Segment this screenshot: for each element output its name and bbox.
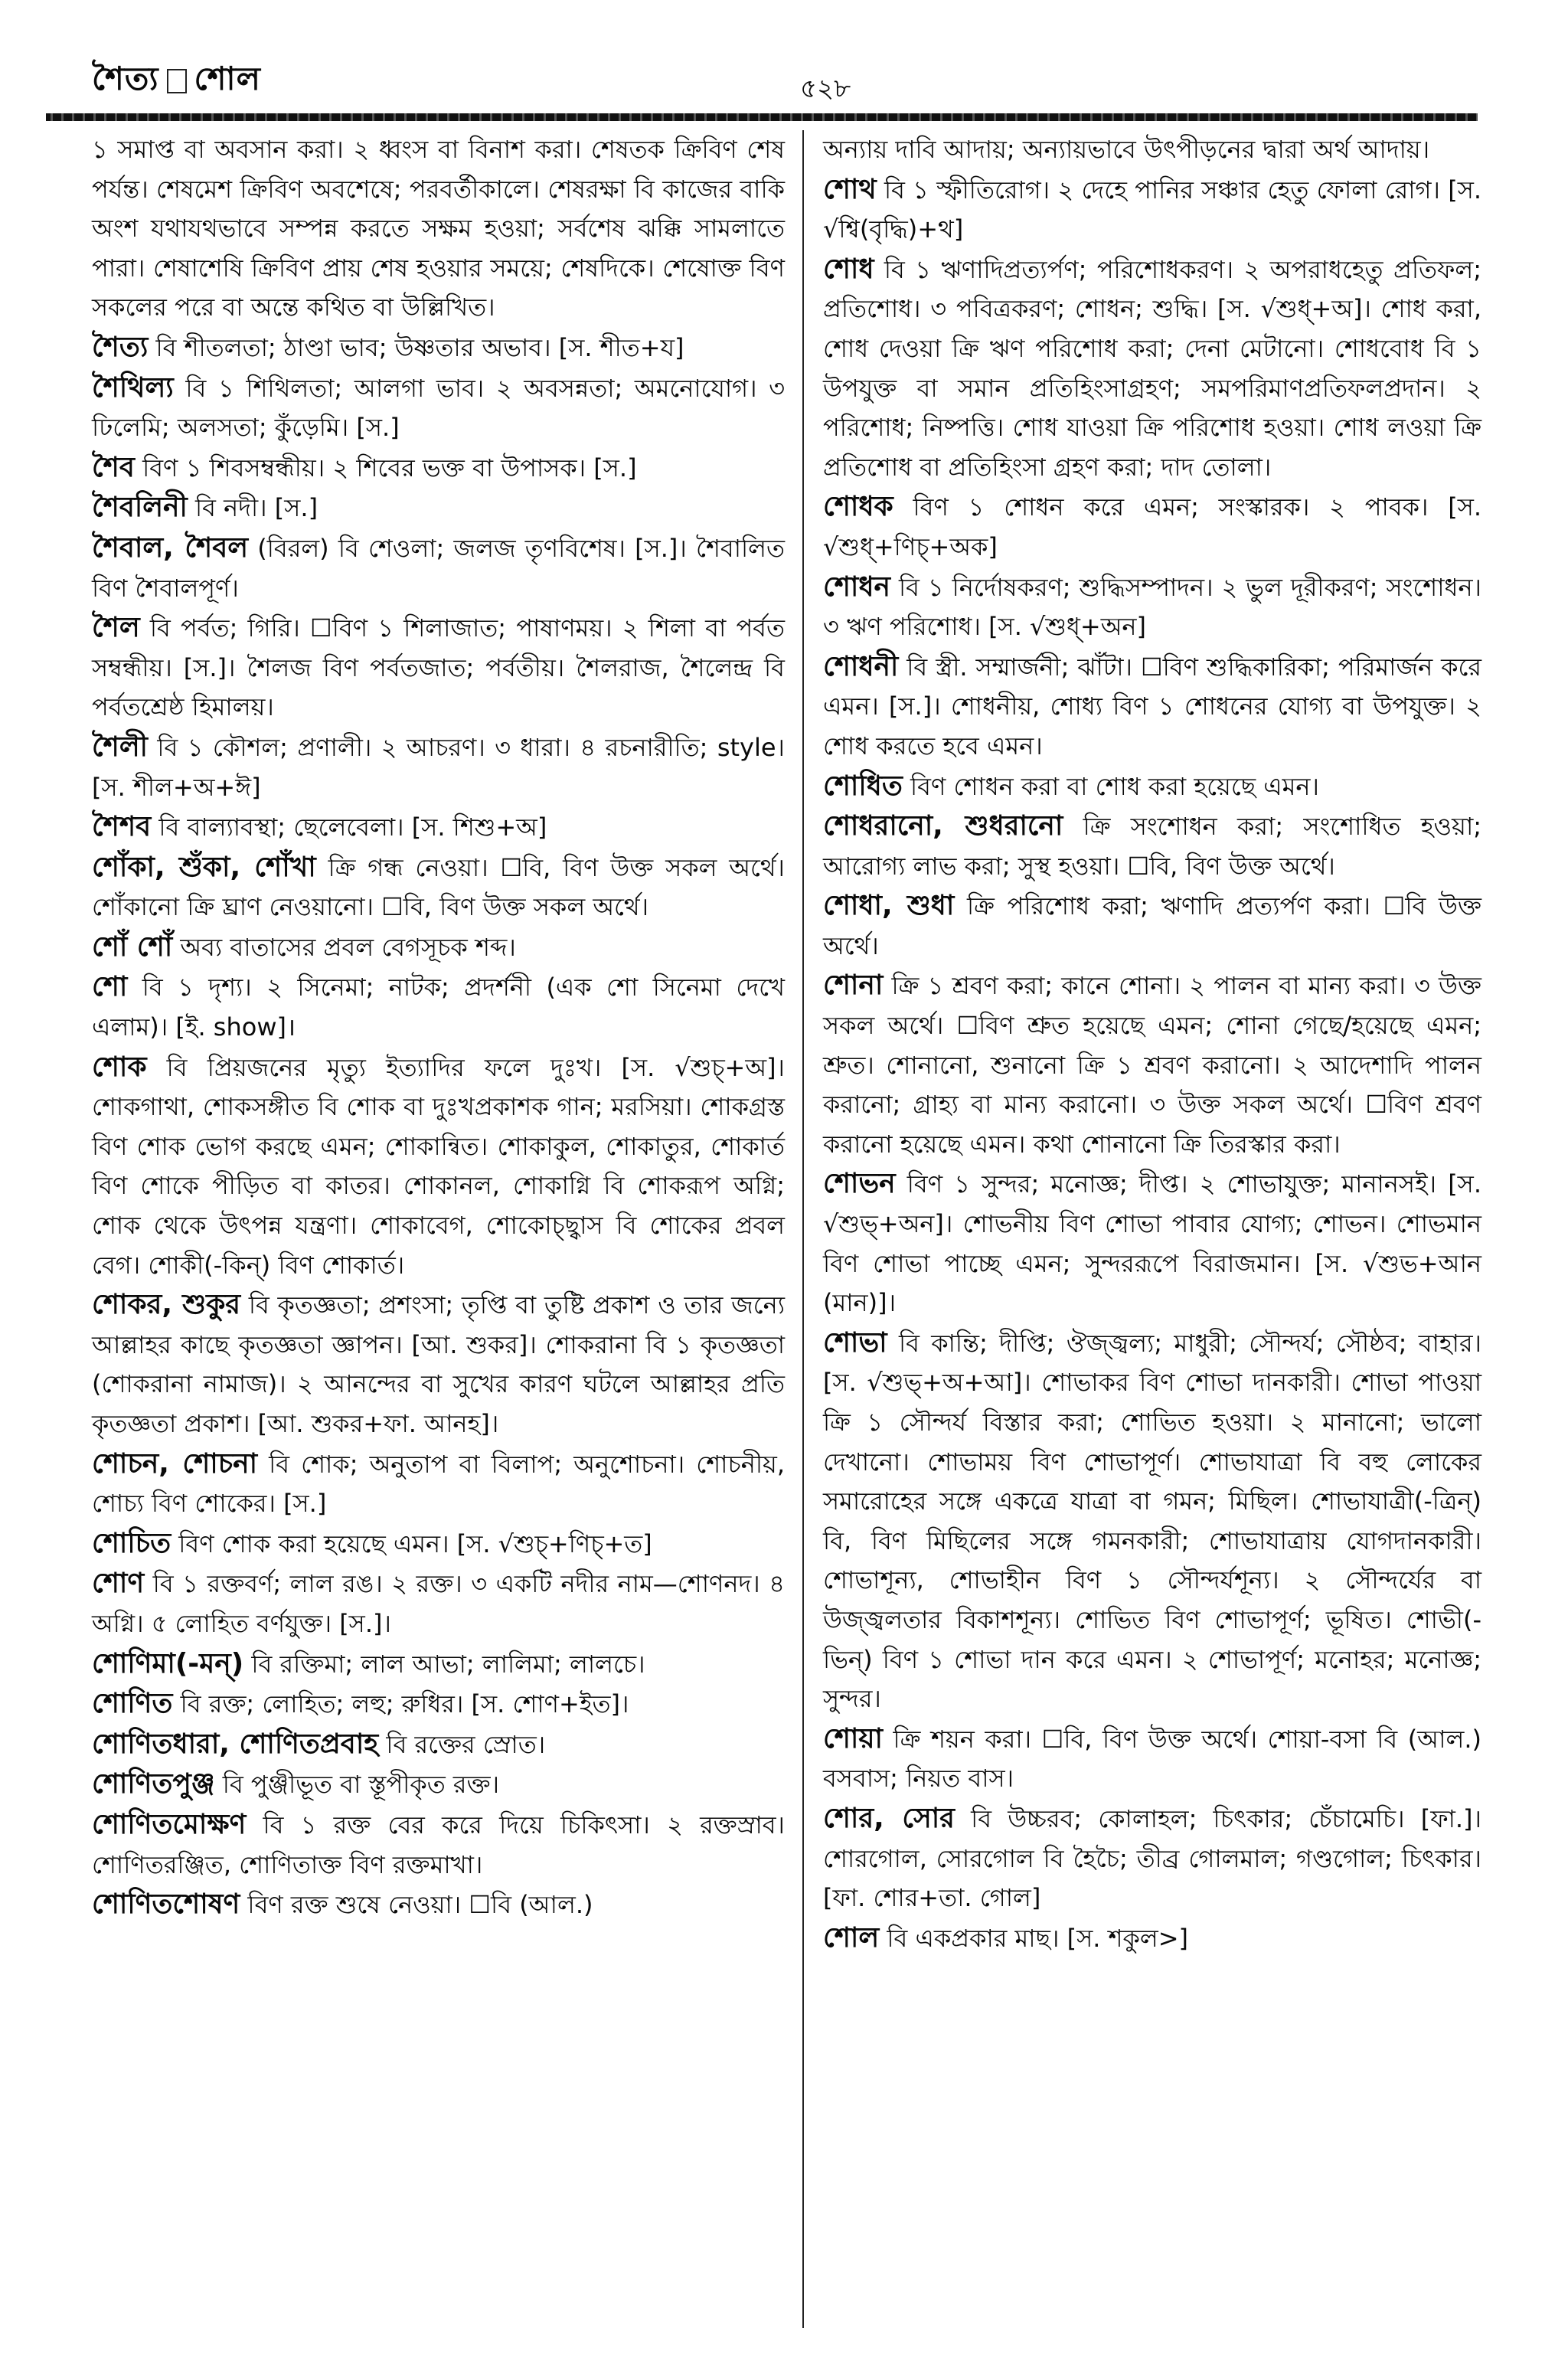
dictionary-entry: [823, 1164, 1481, 1323]
page-header: [46, 0, 1524, 115]
definition: অন্যায় দাবি আদায়; অন্যায়ভাবে উৎপীড়নের দ্বারা অর্থ আদায়।: [823, 135, 1430, 164]
definition: ক্রি শয়ন করা। ☐বি, বিণ উক্ত অর্থে। শোয়া-বসা বি (আল.) বসবাস; নিয়ত বাস।: [823, 1724, 1482, 1794]
headword: শোধনী: [823, 650, 899, 682]
definition: ক্রি পরিশোধ করা; ঋণাদি প্রত্যর্পণ করা। ☐বি উক্ত অর্থে।: [823, 891, 1482, 960]
column-divider: [802, 130, 804, 2328]
dictionary-entry: [823, 767, 1481, 807]
right-column: [823, 130, 1481, 2332]
headword: শৈলী: [92, 731, 148, 763]
headword: শোয়া: [823, 1722, 883, 1754]
dictionary-entry: [823, 130, 1481, 170]
definition: বি ১ রক্ত বের করে দিয়ে চিকিৎসা। ২ রক্তস্রাব। শোণিতরঞ্জিত, শোণিতাক্ত বিণ রক্তমাখা।: [92, 1810, 786, 1879]
headword: শোধক: [823, 491, 893, 523]
dictionary-entry: [92, 1524, 785, 1565]
dictionary-entry: [92, 807, 785, 848]
definition: বি ১ নির্দোষকরণ; শুদ্ধিসম্পাদন। ২ ভুল দূরীকরণ; সংশোধন। ৩ ঋণ পরিশোধ। [স. √শুধ্‌+অন]: [823, 572, 1481, 642]
headword: শোণিতধারা, শোণিতপ্রবাহ: [92, 1728, 379, 1760]
headword: শোল: [823, 1921, 880, 1954]
dictionary-entry: [823, 1323, 1481, 1719]
dictionary-entry: [823, 1918, 1481, 1959]
dictionary-entry: [92, 1564, 785, 1643]
definition: বি পর্বত; গিরি। ☐বিণ ১ শিলাজাত; পাষাণময়। ২ শিলা বা পর্বত সম্বন্ধীয়। [স.]। শৈলজ বিণ পর্বতজাত; পর্বতীয়। শৈলরাজ, শৈলেন্দ্র বি পর্বতশ্রেষ্ঠ হিমালয়।: [92, 613, 786, 722]
definition: বি বাল্যাবস্থা; ছেলেবেলা। [স. শিশু+অ]: [158, 813, 547, 842]
definition: ক্রি সংশোধন করা; সংশোধিত হওয়া; আরোগ্য লাভ করা; সুস্থ হওয়া। ☐বি, বিণ উক্ত অর্থে।: [823, 812, 1482, 881]
dictionary-entry: [823, 250, 1481, 488]
definition: বিণ শোধন করা বা শোধ করা হয়েছে এমন।: [910, 771, 1319, 801]
dictionary-entry: [823, 806, 1481, 886]
definition: বি ১ দৃশ্য। ২ সিনেমা; নাটক; প্রদর্শনী (এক শো সিনেমা দেখে এলাম)। [ই. show]।: [92, 973, 785, 1042]
definition: বি ১ শিথিলতা; আলগা ভাব। ২ অবসন্নতা; অমনোযোগ। ৩ ঢিলেমি; অলসতা; কুঁড়েমি। [স.]: [92, 373, 786, 443]
headword: শোঁকা, শুঁকা, শোঁখা: [92, 851, 316, 883]
definition: বিণ ১ সুন্দর; মনোজ্ঞ; দীপ্ত। ২ শোভাযুক্ত; মানানসই। [স. √শুভ্‌+অন]। শোভনীয় বিণ শোভা পাবার যোগ্য; শোভন। শোভমান বিণ শোভা পাচ্ছে এমন; সুন্দররূপে বিরাজমান। [স. √শুভ+আন (মান)]।: [823, 1169, 1481, 1318]
definition: বি একপ্রকার মাছ। [স. শকুল>]: [887, 1923, 1189, 1953]
headword: শোণিত: [92, 1688, 173, 1720]
headword: শৈবাল, শৈবল: [92, 531, 249, 564]
definition: বিণ ১ শোধন করে এমন; সংস্কারক। ২ পাবক। [স. √শুধ্‌+ণিচ্‌+অক]: [823, 492, 1482, 561]
headword: শোনা: [823, 970, 884, 1002]
headword: শোথ: [823, 173, 877, 205]
dictionary-entry: [823, 886, 1481, 966]
dictionary-entry: [823, 1799, 1481, 1918]
separator-box-icon: [167, 69, 187, 93]
dictionary-entry: [92, 448, 785, 489]
dictionary-entry: [823, 567, 1481, 647]
headword: শোধা, শুধা: [823, 890, 955, 922]
definition: বি ১ রক্তবর্ণ; লাল রঙ। ২ রক্ত। ৩ একটি নদীর নাম—শোণনদ। ৪ অগ্নি। ৫ লোহিত বর্ণযুক্ত। [স.]।: [92, 1569, 786, 1638]
definition: বি স্ত্রী. সম্মার্জনী; ঝাঁটা। ☐বিণ শুদ্ধিকারিকা; পরিমার্জন করে এমন। [স.]। শোধনীয়, শোধ্য বিণ ১ শোধনের যোগ্য বা উপযুক্ত। ২ শোধ করতে হবে এমন।: [823, 652, 1481, 760]
header-rule: [46, 113, 1478, 121]
headword: শৈশব: [92, 811, 152, 843]
headword: শোভন: [823, 1168, 896, 1200]
definition: বি রক্তিমা; লাল আভা; লালিমা; লালচে।: [251, 1649, 645, 1679]
dictionary-entry: [92, 1285, 785, 1444]
headword: শোক: [92, 1051, 147, 1083]
dictionary-entry: [92, 488, 785, 528]
headword: শৈল: [92, 612, 140, 644]
headword: শোধ: [823, 253, 874, 285]
definition: বি নদী। [স.]: [194, 493, 318, 523]
headword: শোকর, শুকুর: [92, 1289, 241, 1321]
definition: (বিরল) বি শেওলা; জলজ তৃণবিশেষ। [স.]। শৈবালিত বিণ শৈবালপূর্ণ।: [92, 533, 785, 603]
headword: শৈত্য: [92, 331, 149, 363]
definition: অব্য বাতাসের প্রবল বেগসূচক শব্দ।: [180, 932, 516, 962]
definition: বি কৃতজ্ঞতা; প্রশংসা; তৃপ্তি বা তুষ্টি প্রকাশ ও তার জন্যে আল্লাহর কাছে কৃতজ্ঞতা জ্ঞাপন। [আ. শুকর]। শোকরানা বি ১ কৃতজ্ঞতা (শোকরানা নামাজ)। ২ আনন্দের বা সুখের কারণ ঘটলে আল্লাহর প্রতি কৃতজ্ঞতা প্রকাশ। [আ. শুকর+ফা. আনহ]।: [92, 1290, 785, 1438]
headword: শোধিত: [823, 770, 903, 802]
definition: বিণ শোক করা হয়েছে এমন। [স. √শুচ্‌+ণিচ্‌+ত]: [178, 1529, 652, 1558]
dictionary-entry: [92, 1764, 785, 1805]
definition: বি উচ্চরব; কোলাহল; চিৎকার; চেঁচামেচি। [ফা.]। শোরগোল, সোরগোল বি হৈচৈ; তীব্র গোলমাল; গণ্ডগোল; চিৎকার। [ফা. শোর+তা. গোল]: [823, 1803, 1481, 1913]
dictionary-entry: [92, 967, 785, 1047]
headword: শোধন: [823, 571, 891, 603]
dictionary-entry: [823, 487, 1481, 567]
dictionary-entry: [823, 647, 1481, 767]
dictionary-entry: [92, 1644, 785, 1685]
definition: বি রক্ত; লোহিত; লহু; রুধির। [স. শোণ+ইত]।: [180, 1689, 629, 1719]
definition: ক্রি গন্ধ নেওয়া। ☐বি, বিণ উক্ত সকল অর্থে। শোঁকানো ক্রি ঘ্রাণ নেওয়ানো। ☐বি, বিণ উক্ত সকল অর্থে।: [92, 852, 785, 922]
dictionary-entry: [823, 966, 1481, 1164]
dictionary-entry: [92, 1684, 785, 1725]
dictionary-entry: [92, 608, 785, 728]
last-guide-word: শোল: [194, 60, 261, 97]
headword: শোধরানো, শুধরানো: [823, 810, 1063, 842]
dictionary-entry: [92, 1048, 785, 1286]
headword: শৈবলিনী: [92, 492, 188, 524]
headword: শোচিত: [92, 1527, 172, 1559]
definition: বি শীতলতা; ঠাণ্ডা ভাব; উষ্ণতার অভাব। [স. শীত+য]: [155, 332, 684, 362]
definition: ১ সমাপ্ত বা অবসান করা। ২ ধ্বংস বা বিনাশ করা। শেষতক ক্রিবিণ শেষ পর্যন্ত। শেষমেশ ক্রিবিণ অবশেষে; পরবর্তীকালে। শেষরক্ষা বি কাজের বাকি অংশ যথাযথভাবে সম্পন্ন করতে সক্ষম হওয়া; সর্বশেষ ঝক্কি সামলাতে পারা। শেষাশেষি ক্রিবিণ প্রায় শেষ হওয়ার সময়ে; শেষদিকে। শেষোক্ত বিণ সকলের পরে বা অন্তে কথিত বা উল্লিখিত।: [92, 135, 785, 322]
headword: শোভা: [823, 1326, 887, 1359]
dictionary-entry: [92, 927, 785, 968]
dictionary-entry: [92, 1805, 785, 1885]
headword: শৈব: [92, 451, 135, 483]
dictionary-entry: [92, 528, 785, 608]
guide-words: [92, 54, 261, 108]
definition: বিণ রক্ত শুষে নেওয়া। ☐বি (আল.): [247, 1890, 593, 1920]
dictionary-entry: [92, 368, 785, 448]
headword: শোচন, শোচনা: [92, 1447, 258, 1480]
headword: শোণ: [92, 1568, 145, 1600]
headword: শোণিতশোষণ: [92, 1888, 240, 1921]
dictionary-entry: [92, 848, 785, 927]
definition: ক্রি ১ শ্রবণ করা; কানে শোনা। ২ পালন বা মান্য করা। ৩ উক্ত সকল অর্থে। ☐বিণ শ্রুত হয়েছে এমন; শোনা গেছে/হয়েছে এমন; শ্রুত। শোনানো, শুনানো ক্রি ১ শ্রবণ করানো। ২ আদেশাদি পালন করানো; গ্রাহ্য বা মান্য করানো। ৩ উক্ত সকল অর্থে। ☐বিণ শ্রবণ করানো হয়েছে এমন। কথা শোনানো ক্রি তিরস্কার করা।: [823, 971, 1482, 1159]
definition: বি কান্তি; দীপ্তি; ঔজ্জ্বল্য; মাধুরী; সৌন্দর্য; সৌষ্ঠব; বাহার। [স. √শুভ্‌+অ+আ]। শোভাকর বিণ শোভা দানকারী। শোভা পাওয়া ক্রি ১ সৌন্দর্য বিস্তার করা; শোভিত হওয়া। ২ মানানো; ভালো দেখানো। শোভাময় বিণ শোভাপূর্ণ। শোভাযাত্রা বি বহু লোকের সমারোহের সঙ্গে একত্রে যাত্রা বা গমন; মিছিল। শোভাযাত্রী(-ত্রিন্‌) বি, বিণ মিছিলের সঙ্গে গমনকারী; শোভাযাত্রায় যোগদানকারী। শোভাশূন্য, শোভাহীন বিণ ১ সৌন্দর্যশূন্য। ২ সৌন্দর্যের বা উজ্জ্বলতার বিকাশশূন্য। শোভিত বিণ শোভাপূর্ণ; ভূষিত। শোভী(-ভিন্‌) বিণ ১ শোভা দান করে এমন। ২ শোভাপূর্ণ; মনোহর; মনোজ্ঞ; সুন্দর।: [823, 1328, 1482, 1714]
definition: বি শোক; অনুতাপ বা বিলাপ; অনুশোচনা। শোচনীয়, শোচ্য বিণ শোকের। [স.]: [92, 1449, 786, 1519]
definition: বি প্রিয়জনের মৃত্যু ইত্যাদির ফলে দুঃখ। [স. √শুচ্‌+অ]। শোকগাথা, শোকসঙ্গীত বি শোক বা দুঃখপ্রকাশক গান; মরসিয়া। শোকগ্রস্ত বিণ শোক ভোগ করছে এমন; শোকান্বিত। শোকাকুল, শোকাতুর, শোকার্ত বিণ শোকে পীড়িত বা কাতর। শোকানল, শোকাগ্নি বি শোকরূপ অগ্নি; শোক থেকে উৎপন্ন যন্ত্রণা। শোকাবেগ, শোকোচ্ছ্বাস বি শোকের প্রবল বেগ। শোকী(-কিন্‌) বিণ শোকার্ত।: [92, 1052, 786, 1280]
dictionary-entry: [92, 728, 785, 807]
dictionary-entry: [92, 130, 785, 328]
headword: শোণিতপুঞ্জ: [92, 1768, 215, 1800]
definition: বি পুঞ্জীভূত বা স্তূপীকৃত রক্ত।: [222, 1770, 500, 1800]
page-number: ৫২৮: [800, 74, 851, 104]
dictionary-entry: [92, 1885, 785, 1925]
definition: বি রক্তের স্রোত।: [386, 1729, 546, 1759]
headword: শোর, সোর: [823, 1802, 955, 1834]
headword: শোঁ শোঁ: [92, 930, 173, 963]
left-column: [92, 130, 785, 2332]
dictionary-entry: [823, 1719, 1481, 1799]
definition: বি ১ কৌশল; প্রণালী। ২ আচরণ। ৩ ধারা। ৪ রচনারীতি; style। [স. শীল+অ+ঈ]: [92, 732, 786, 802]
headword: শোণিমা(-মন্‌): [92, 1647, 244, 1679]
headword: শো: [92, 971, 128, 1003]
definition: বিণ ১ শিবসম্বন্ধীয়। ২ শিবের ভক্ত বা উপাসক। [স.]: [142, 453, 637, 482]
headword: শোণিতমোক্ষণ: [92, 1808, 247, 1840]
dictionary-entry: [92, 1725, 785, 1765]
headword: শৈথিল্য: [92, 371, 174, 404]
dictionary-entry: [92, 1444, 785, 1524]
dictionary-entry: [92, 328, 785, 368]
definition: বি ১ স্ফীতিরোগ। ২ দেহে পানির সঞ্চার হেতু ফোলা রোগ। [স. √শ্বি(বৃদ্ধি)+থ]: [823, 175, 1482, 244]
first-guide-word: শৈত্য: [92, 60, 159, 97]
dictionary-entry: [823, 170, 1481, 250]
definition: বি ১ ঋণাদিপ্রত্যর্পণ; পরিশোধকরণ। ২ অপরাধহেতু প্রতিফল; প্রতিশোধ। ৩ পবিত্রকরণ; শোধন; শুদ্ধি। [স. √শুধ্‌+অ]। শোধ করা, শোধ দেওয়া ক্রি ঋণ পরিশোধ করা; দেনা মেটানো। শোধবোধ বি ১ উপযুক্ত বা সমান প্রতিহিংসাগ্রহণ; সমপরিমাণপ্রতিফলপ্রদান। ২ পরিশোধ; নিষ্পত্তি। শোধ যাওয়া ক্রি পরিশোধ হওয়া। শোধ লওয়া ক্রি প্রতিশোধ বা প্রতিহিংসা গ্রহণ করা; দাদ তোলা।: [823, 254, 1482, 482]
